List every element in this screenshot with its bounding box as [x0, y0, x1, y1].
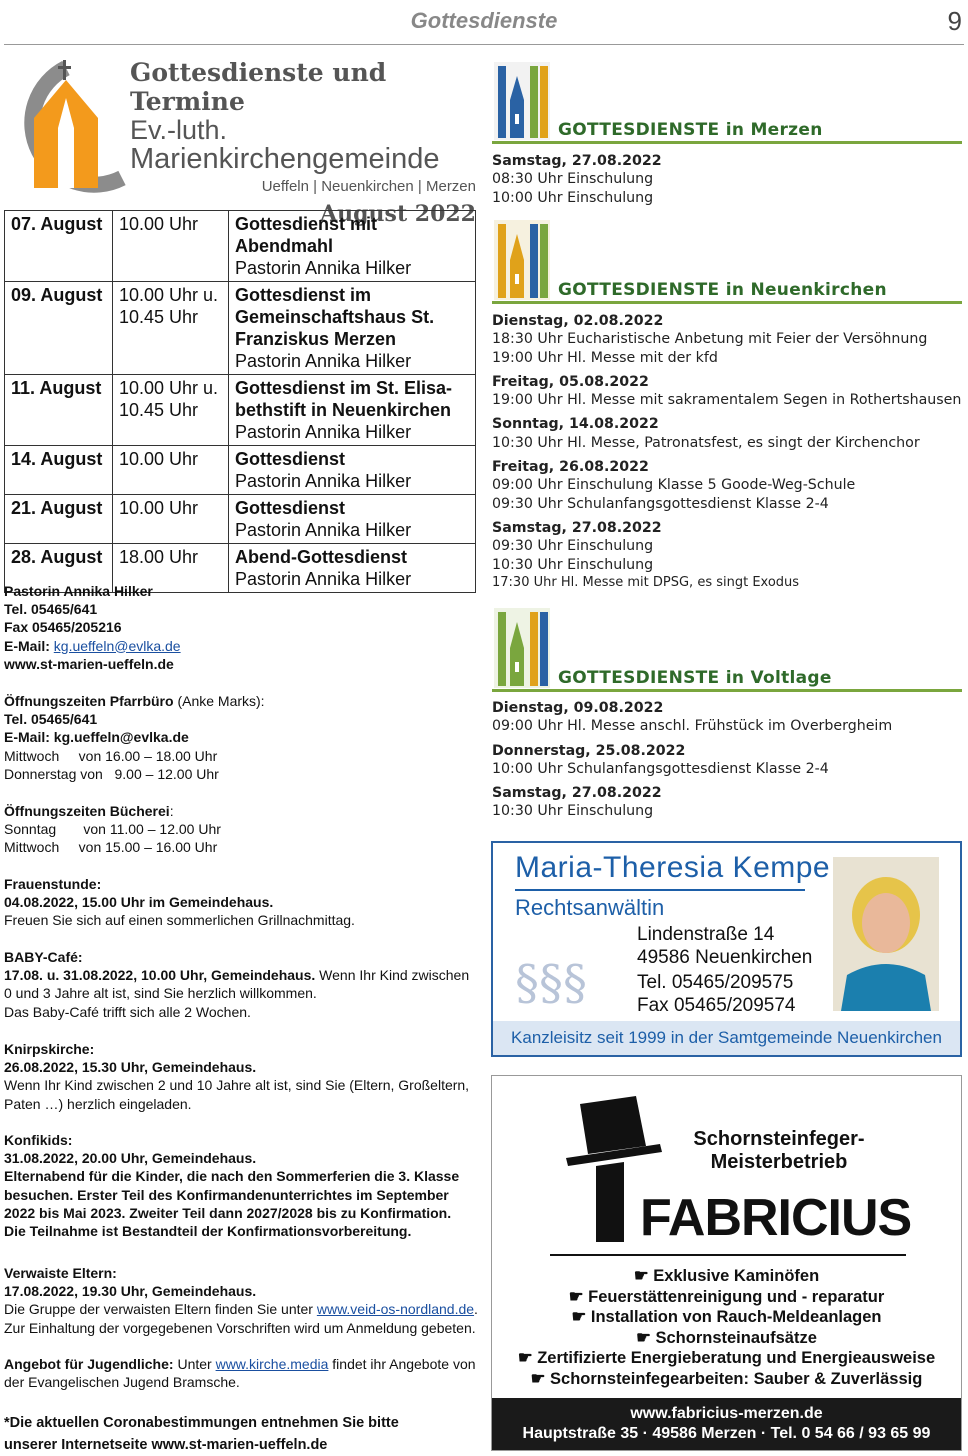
office-hours-row: Donnerstag von 9.00 – 12.00 Uhr [4, 765, 219, 782]
corona-line1: *Die aktuellen Coronabestimmungen entnehmen Sie bitte [4, 1415, 399, 1431]
contact-tel: Tel. 05465/641 [4, 601, 98, 618]
entry-line: 18:30 Uhr Eucharistische Anbetung mit Feier der Versöhnung [492, 331, 928, 348]
baby-when: 17.08. u. 31.08.2022, 10.00 Uhr, Gemeindehaus. [4, 967, 316, 984]
lawyer-underline [515, 889, 805, 891]
konfi-heading: Konfikids: [4, 1132, 73, 1148]
merzen-title: GOTTESDIENSTE in Merzen [558, 120, 823, 140]
section-title: Gottesdienste [410, 8, 558, 33]
entry-line: 10:30 Uhr Hl. Messe, Patronatsfest, es singt der Kirchenchor [492, 434, 920, 451]
header-rule [4, 44, 964, 45]
table-row [5, 211, 476, 282]
frauen-heading: Frauenstunde: [4, 876, 102, 892]
contact-email-link[interactable]: kg.ueffeln@evlka.de [53, 637, 181, 654]
row-event [229, 211, 476, 282]
entry-line: 09:30 Uhr Schulanfangsgottesdienst Klasse 2-4 [492, 495, 829, 512]
konfi-when: 31.08.2022, 20.00 Uhr, Gemeindehaus. [4, 1150, 257, 1167]
frauen-text: Freuen Sie sich auf einen sommerlichen Grillnachmittag. [4, 912, 355, 929]
event-pastor: Pastorin Annika Hilker [235, 471, 412, 491]
office-person: (Anke Marks): [173, 693, 265, 709]
event-pastor: Pastorin Annika Hilker [235, 569, 412, 589]
verwaist-dot: . [474, 1301, 478, 1318]
entry-line: 09:00 Uhr Einschulung Klasse 5 Goode-Weg-Schule [492, 477, 856, 494]
row-time: 10.00 Uhr u. 10.45 Uhr [113, 282, 229, 375]
hand-pointer-icon: ☛ [517, 1349, 538, 1367]
service-label: Schornsteinaufsätze [655, 1328, 817, 1347]
lawyer-fax: Fax 05465/209574 [637, 995, 796, 1016]
chimney-web: www.fabricius-merzen.de [630, 1405, 823, 1422]
entry-line: 10:00 Uhr Einschulung [492, 189, 654, 206]
voltlage-rule [492, 689, 962, 692]
entry-date: Freitag, 05.08.2022 [492, 373, 649, 390]
row-date: 21. August [5, 495, 113, 544]
service-label: Feuerstättenreinigung und - reparatur [588, 1287, 885, 1306]
chimney-line2: Meisterbetrieb [710, 1151, 848, 1173]
voltlage-title: GOTTESDIENSTE in Voltlage [558, 668, 832, 688]
library-hours-block [4, 802, 480, 857]
row-event [229, 446, 476, 495]
neuenkirchen-entries [492, 312, 962, 592]
service-schedule-table [4, 210, 476, 593]
list-item [492, 1266, 961, 1287]
table-row [5, 495, 476, 544]
contact-email-label: E-Mail: [4, 637, 54, 654]
table-row [5, 282, 476, 375]
frauen-block [4, 875, 480, 930]
lawyer-name: Maria-Theresia Kempe [515, 851, 831, 884]
row-event [229, 375, 476, 446]
office-hours-row: Mittwoch von 16.00 – 18.00 Uhr [4, 747, 218, 764]
brand-name: Marienkirchengemeinde [130, 143, 440, 175]
verwaist-heading: Verwaiste Eltern: [4, 1265, 117, 1281]
list-item [492, 1287, 961, 1308]
hand-pointer-icon: ☛ [571, 1308, 591, 1326]
event-title: Gottesdienst [235, 449, 346, 469]
hand-pointer-icon: ☛ [636, 1328, 656, 1347]
konfi-text2: Die Teilnahme ist Bestandteil der Konfirmationsvorbereitung. [4, 1223, 412, 1240]
list-item [492, 1307, 961, 1328]
row-date: 11. August [5, 375, 113, 446]
contact-fax: Fax 05465/205216 [4, 619, 122, 636]
contact-name: Pastorin Annika Hilker [4, 583, 153, 599]
library-hours-row: Mittwoch von 15.00 – 16.00 Uhr [4, 839, 218, 856]
lawyer-tel: Tel. 05465/209575 [637, 972, 794, 993]
lawyer-role: Rechtsanwältin [515, 895, 665, 920]
verwaist-text: Die Gruppe der verwaisten Eltern finden Sie unter [4, 1301, 317, 1318]
contact-web: www.st-marien-ueffeln.de [4, 655, 174, 672]
chimney-contact-bar [492, 1398, 961, 1450]
entry-line: 10:00 Uhr Schulanfangsgottesdienst Klasse 2-4 [492, 760, 829, 777]
baby-text: Wenn Ihr Kind zwischen 0 und 3 Jahre alt ist, sind Sie herzlich willkommen. [4, 967, 470, 1002]
row-time: 10.00 Uhr [113, 211, 229, 282]
chimney-rule [550, 1254, 906, 1256]
library-colon: : [169, 803, 174, 819]
brand-month: August 2022 [320, 201, 476, 227]
event-pastor: Pastorin Annika Hilker [235, 258, 412, 278]
corona-note [4, 1412, 480, 1456]
chimney-subtitle [664, 1128, 894, 1174]
jugend-text2: findet ihr Angebote von der Evangelischen Jugend Bramsche. [4, 1356, 476, 1391]
list-item [492, 1328, 961, 1349]
event-pastor: Pastorin Annika Hilker [235, 422, 412, 442]
event-pastor: Pastorin Annika Hilker [235, 351, 412, 371]
office-tel: Tel. 05465/641 [4, 711, 98, 728]
page-header [0, 0, 968, 46]
hand-pointer-icon: ☛ [530, 1369, 551, 1388]
event-title: Gottesdienst im St. Elisa-bethstift in Neuenkirchen [235, 378, 453, 420]
service-label: Installation von Rauch-Meldeanlagen [590, 1308, 882, 1326]
event-title: Gottesdienst [235, 498, 346, 518]
service-label: Zertifizierte Energieberatung und Energieausweise [537, 1349, 936, 1367]
entry-date: Samstag, 27.08.2022 [492, 785, 662, 802]
table-row [5, 446, 476, 495]
event-title: Gottesdienst im Gemeinschaftshaus St. Franziskus Merzen [235, 285, 435, 349]
neuenkirchen-title: GOTTESDIENSTE in Neuenkirchen [558, 280, 887, 300]
jugend-text: Unter [173, 1356, 216, 1372]
chimney-line1: Schornsteinfeger- [693, 1128, 865, 1150]
konfi-block [4, 1131, 480, 1240]
row-time: 18.00 Uhr [113, 544, 229, 593]
entry-line: 10:30 Uhr Einschulung [492, 556, 654, 573]
page-number: 9 [947, 6, 962, 36]
konfi-text: Elternabend für die Kinder, die nach den Sommerferien die 3. Klasse besuchen. Erster Teil des Konfirmandenunterrichtes im September 2022 bis Mai 2023. Zweiter Teil dann 2027/2028 bis zu Konfirmation. [4, 1168, 460, 1221]
row-date: 09. August [5, 282, 113, 375]
jugend-heading: Angebot für Jugendliche: [4, 1356, 174, 1372]
church-icon [494, 62, 550, 140]
library-heading: Öffnungszeiten Bücherei [4, 803, 170, 819]
verwaist-when: 17.08.2022, 19.30 Uhr, Gemeindehaus. [4, 1283, 257, 1300]
row-time: 10.00 Uhr [113, 495, 229, 544]
row-event [229, 495, 476, 544]
church-icon [494, 220, 550, 300]
entry-date: Freitag, 26.08.2022 [492, 459, 649, 476]
merzen-entries [492, 152, 962, 207]
chimney-address: Hauptstraße 35 · 49586 Merzen · Tel. 0 54 66 / 93 65 99 [522, 1425, 931, 1442]
list-item [492, 1369, 961, 1390]
event-pastor: Pastorin Annika Hilker [235, 520, 412, 540]
baby-text2: Das Baby-Café trifft sich alle 2 Wochen. [4, 1003, 251, 1020]
lawyer-photo [833, 857, 939, 1011]
contact-block [4, 582, 480, 673]
brand-line2: Ev.-luth. [130, 115, 228, 145]
entry-line: 09:00 Uhr Hl. Messe anschl. Frühstück im Overbergheim [492, 718, 893, 735]
table-row [5, 375, 476, 446]
church-icon [494, 608, 550, 688]
entry-date: Donnerstag, 25.08.2022 [492, 742, 686, 759]
verwaist-text3: Zur Einhaltung der vorgegebenen Vorschriften wird um Anmeldung gebeten. [4, 1319, 476, 1336]
chimney-services [492, 1266, 961, 1389]
lawyer-ad [491, 841, 962, 1057]
entry-line: 08:30 Uhr Einschulung [492, 171, 654, 188]
chimney-brand: FABRICIUS [640, 1189, 912, 1247]
corona-line2: unserer Internetseite www.st-marien-ueffeln.de [4, 1437, 328, 1453]
neuenkirchen-header [492, 218, 962, 304]
parish-brand [130, 58, 476, 227]
voltlage-entries [492, 699, 962, 821]
knirps-text: Wenn Ihr Kind zwischen 2 und 10 Jahre alt ist, sind Sie (Eltern, Großeltern, Paten …) herzlich eingeladen. [4, 1077, 470, 1112]
office-hours-block [4, 692, 480, 783]
verwaist-link[interactable]: www.veid-os-nordland.de [316, 1301, 475, 1318]
church-logo-icon [4, 58, 128, 198]
row-time: 10.00 Uhr [113, 446, 229, 495]
paragraph-icon: §§§ [515, 955, 587, 1011]
brand-places: Ueffeln | Neuenkirchen | Merzen [261, 178, 476, 195]
entry-line: 19:00 Uhr Hl. Messe mit der kfd [492, 349, 718, 366]
knirps-when: 26.08.2022, 15.30 Uhr, Gemeindehaus. [4, 1059, 257, 1076]
event-title: Abend-Gottesdienst [235, 547, 408, 567]
jugend-link[interactable]: www.kirche.media [215, 1356, 329, 1372]
row-time: 10.00 Uhr u. 10.45 Uhr [113, 375, 229, 446]
knirps-block [4, 1040, 480, 1113]
list-item [492, 1348, 961, 1369]
event-title: Gottesdienst mit Abendmahl [235, 214, 378, 256]
entry-date: Dienstag, 02.08.2022 [492, 313, 664, 329]
lawyer-street: Lindenstraße 14 [637, 924, 775, 945]
entry-date: Sonntag, 14.08.2022 [492, 416, 659, 433]
service-label: Exklusive Kaminöfen [653, 1267, 820, 1285]
row-date: 14. August [5, 446, 113, 495]
baby-cafe-block [4, 948, 480, 1021]
row-event [229, 282, 476, 375]
entry-line-small: 17:30 Uhr Hl. Messe mit DPSG, es singt Exodus [492, 574, 800, 590]
hand-pointer-icon: ☛ [633, 1267, 654, 1285]
row-date: 07. August [5, 211, 113, 282]
frauen-when: 04.08.2022, 15.00 Uhr im Gemeindehaus. [4, 894, 274, 911]
baby-heading: BABY-Café: [4, 949, 83, 965]
voltlage-header [492, 606, 962, 692]
row-date: 28. August [5, 544, 113, 593]
library-hours-row: Sonntag von 11.00 – 12.00 Uhr [4, 821, 221, 838]
neuenkirchen-rule [492, 301, 962, 304]
jugend-block [4, 1355, 480, 1391]
entry-date: Samstag, 27.08.2022 [492, 153, 662, 169]
merzen-rule [492, 141, 962, 144]
verwaist-block [4, 1264, 480, 1337]
office-email: E-Mail: kg.ueffeln@evlka.de [4, 729, 189, 746]
chimney-ad [491, 1075, 962, 1451]
service-label: Schornsteinfegearbeiten: Sauber & Zuverlässig [550, 1369, 923, 1388]
hand-pointer-icon: ☛ [568, 1287, 589, 1306]
lawyer-footer: Kanzleisitz seit 1999 in der Samtgemeinde Neuenkirchen [493, 1021, 960, 1055]
entry-line: 10:30 Uhr Einschulung [492, 803, 654, 820]
entry-line: 09:30 Uhr Einschulung [492, 538, 654, 555]
knirps-heading: Knirpskirche: [4, 1041, 95, 1057]
merzen-header [492, 60, 962, 144]
entry-date: Dienstag, 09.08.2022 [492, 700, 664, 716]
lawyer-city: 49586 Neuenkirchen [637, 947, 813, 968]
brand-title: Gottesdienste und Termine [130, 58, 387, 116]
office-heading: Öffnungszeiten Pfarrbüro [4, 693, 174, 709]
entry-date: Samstag, 27.08.2022 [492, 519, 662, 536]
entry-line: 19:00 Uhr Hl. Messe mit sakramentalem Segen in Rothertshausen [492, 392, 962, 409]
